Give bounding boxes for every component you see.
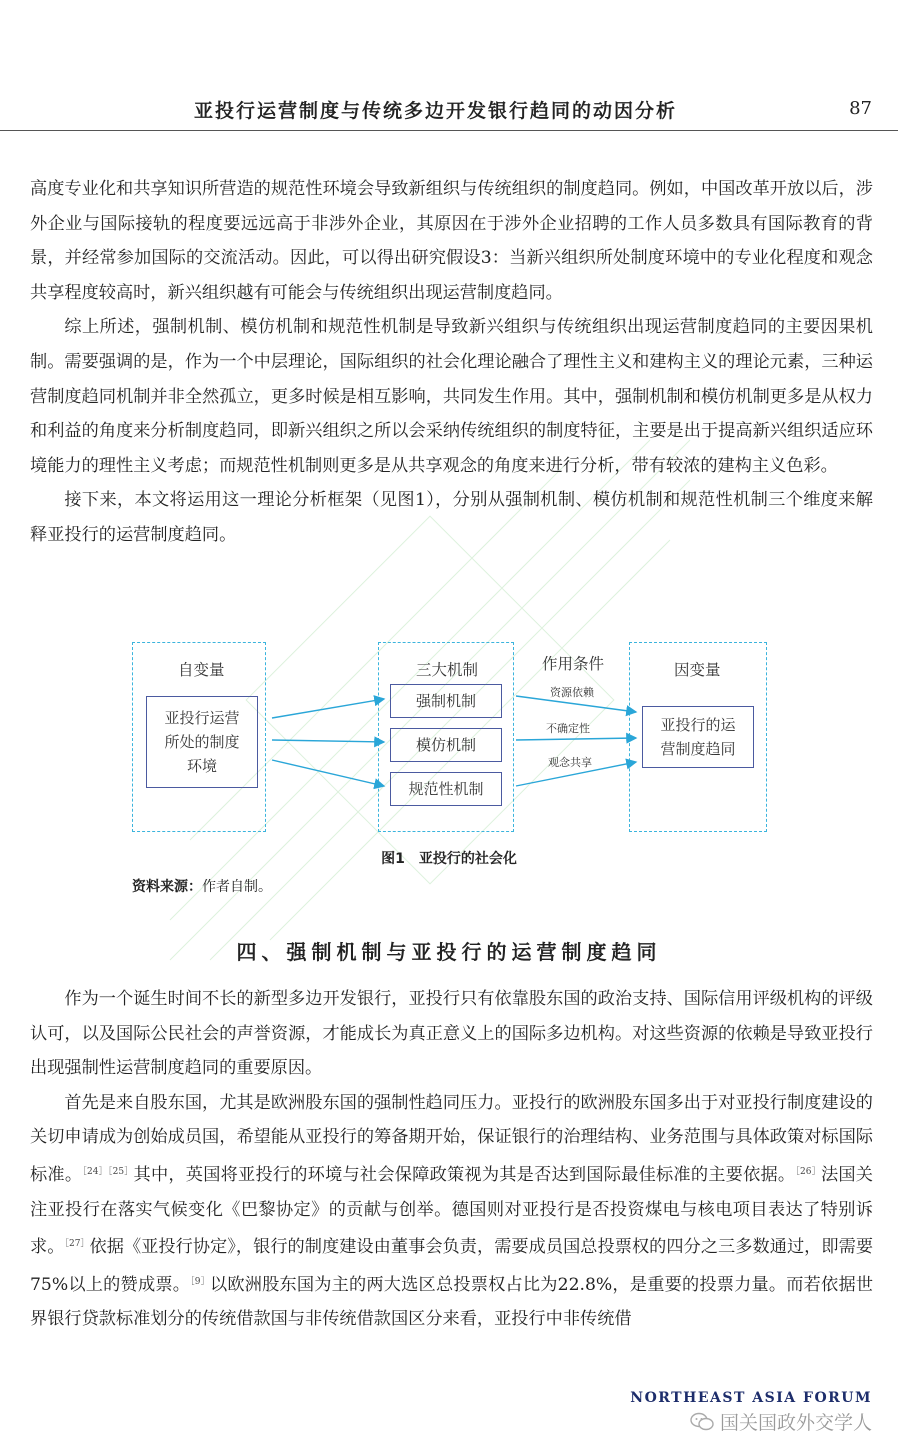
paragraph: 接下来，本文将运用这一理论分析框架（见图1），分别从强制机制、模仿机制和规范性机制三个维度来解释亚投行的运营制度趋同。: [30, 490, 873, 545]
mechanisms-title: 三大机制: [416, 661, 479, 679]
citation-24-25[interactable]: ［24］［25］: [82, 1166, 134, 1177]
running-header: [0, 86, 898, 131]
paragraph: 高度专业化和共享知识所营造的规范性环境会导致新组织与传统组织的制度趋同。例如，中国改革开放以后，涉外企业与国际接轨的程度要远远高于非涉外企业，其原因在于涉外企业招聘的工作人员多数具有国际教育的背景，并经常参加国际的交流活动。因此，可以得出研究假设3：当新兴组织所处制度环境中的专业化程度和观念共享程度较高时，新兴组织越有可能会与传统组织出现运营制度趋同。: [30, 179, 873, 303]
paragraph-segment: 法国关注亚投行在落实气候变化《巴黎协定》的贡献与创举。德国则对亚投行是否投资煤电与核电项目表达了特别诉求。: [30, 1164, 873, 1258]
independent-variable-title: 自变量: [178, 661, 225, 679]
paragraph-segment: 首先是来自股东国，尤其是欧洲股东国的强制性趋同压力。亚投行的欧洲股东国多出于对亚投行制度建设的关切申请成为创始成员国，希望能从亚投行的筹备期开始，保证银行的治理结构、业务范围与具体政策对标国际标准。: [30, 1092, 873, 1185]
wechat-icon: [690, 1412, 714, 1432]
paragraph-segment: 依据《亚投行协定》，银行的制度建设由董事会负责，需要成员国总投票权的四分之三多数通过，即需要75%以上的赞成票。: [30, 1237, 874, 1295]
mechanism-normative: 规范性机制: [390, 772, 502, 806]
figure-caption: 图1 亚投行的社会化: [381, 851, 517, 867]
figure-source: [132, 876, 272, 896]
body-text-top: [30, 172, 873, 553]
arrow-to-coercive: [272, 699, 384, 718]
page-number: 87: [849, 98, 872, 119]
wechat-watermark: [690, 1408, 872, 1435]
paragraph: 综上所述，强制机制、模仿机制和规范性机制是导致新兴组织与传统组织出现运营制度趋同的主要因果机制。需要强调的是，作为一个中层理论，国际组织的社会化理论融合了理性主义和建构主义的理论元素，三种运营制度趋同机制并非全然孤立，更多时候是相互影响，共同发生作用。其中，强制机制和模仿机制更多是从权力和利益的角度来分析制度趋同，即新兴组织之所以会采纳传统组织的制度特征，主要是出于提高新兴组织适应环境能力的理性主义考虑；而规范性机制则更多是从共享观念的角度来进行分析，带有较浓的建构主义色彩。: [30, 317, 873, 476]
body-text-bottom: [30, 982, 873, 1337]
paragraph-segment: 以欧洲股东国为主的两大选区总投票权占比为22.8%，是重要的投票力量。而若依据世界银行贷款标准划分的传统借款国与非传统借款国区分来看，亚投行中非传统借: [30, 1274, 874, 1330]
condition-resource-dependence: 资源依赖: [550, 686, 594, 699]
figure-1-diagram: [132, 636, 772, 836]
citation-9[interactable]: ［9］: [190, 1276, 210, 1287]
mechanism-coercive: 强制机制: [390, 684, 502, 718]
wechat-account: 国关国政外交学人: [719, 1412, 872, 1434]
arrow-mimetic-to-dependent: [516, 738, 636, 740]
condition-uncertainty: 不确定性: [546, 722, 590, 735]
dependent-variable-title: 因变量: [674, 661, 721, 679]
journal-brand: NORTHEAST ASIA FORUM: [630, 1390, 872, 1406]
condition-shared-ideas: 观念共享: [548, 756, 592, 769]
citation-27[interactable]: ［27］: [64, 1239, 90, 1250]
paragraph-segment: 其中，英国将亚投行的环境与社会保障政策视为其是否达到国际最佳标准的主要依据。: [133, 1164, 796, 1185]
source-text: 作者自制。: [202, 879, 272, 895]
arrow-to-normative: [272, 760, 384, 786]
mechanism-mimetic: 模仿机制: [390, 728, 502, 762]
arrow-to-mimetic: [272, 740, 384, 742]
paragraph: 作为一个诞生时间不长的新型多边开发银行，亚投行只有依靠股东国的政治支持、国际信用评级机构的评级认可，以及国际公民社会的声誉资源，才能成长为真正意义上的国际多边机构。对这些资源的依赖是导致亚投行出现强制性运营制度趋同的重要原因。: [30, 989, 873, 1079]
paragraph: [30, 1086, 873, 1337]
running-title: 亚投行运营制度与传统多边开发银行趋同的动因分析: [194, 100, 678, 122]
figure-arrows: [132, 636, 772, 836]
source-label: 资料来源：: [132, 879, 202, 895]
dependent-variable-text: 亚投行的运营制度趋同: [642, 706, 754, 768]
conditions-title: 作用条件: [542, 655, 605, 673]
section-heading: 四、强制机制与亚投行的运营制度趋同: [236, 940, 662, 964]
independent-variable-text: 亚投行运营所处的制度环境: [146, 696, 258, 788]
citation-26[interactable]: ［26］: [795, 1166, 821, 1177]
